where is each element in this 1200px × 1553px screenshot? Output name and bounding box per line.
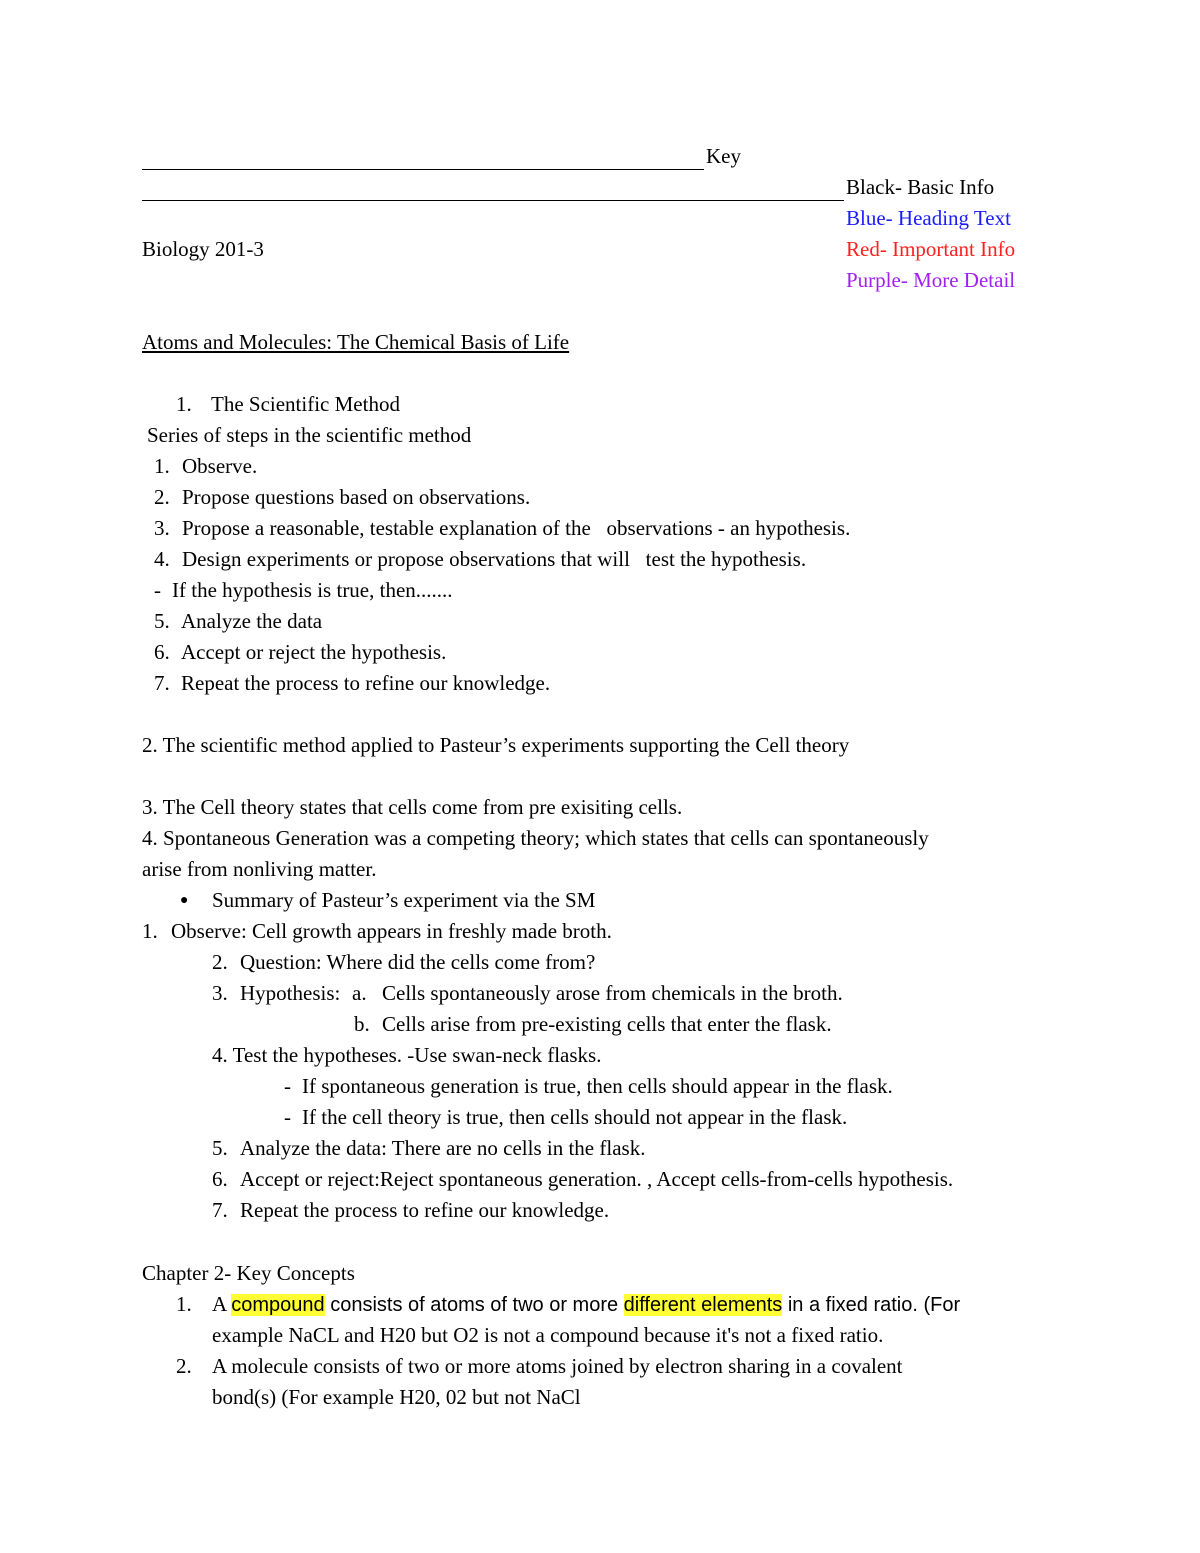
hypothesis-text: Cells arise from pre-existing cells that enter the flask.: [382, 1012, 832, 1036]
pasteur-step-text: 4. Test the hypotheses. -Use swan-neck flasks.: [212, 1043, 602, 1067]
concept-text: consists of atoms of two or more: [324, 1294, 624, 1316]
legend-detail: Purple- More Detail: [846, 268, 1016, 292]
pasteur-step-text: Repeat the process to refine our knowledge.: [240, 1198, 610, 1222]
hypothesis-text: Cells spontaneously arose from chemicals in the broth.: [382, 981, 843, 1005]
pasteur-step-text: Observe: Cell growth appears in freshly made broth.: [171, 919, 612, 943]
concept-1-line1: [212, 1289, 960, 1320]
pasteur-step-number: 5.: [212, 1136, 228, 1160]
step-text: Propose questions based on observations.: [182, 485, 531, 509]
pasteur-step-number: 3.: [212, 981, 228, 1005]
pasteur-step-number: 2.: [212, 950, 228, 974]
step-number: 2.: [154, 485, 170, 509]
date-underline: [142, 200, 844, 201]
paragraph-2: 2. The scientific method applied to Pasteur’s experiments supporting the Cell theory: [142, 733, 850, 757]
name-underline: [142, 169, 704, 170]
paragraph-4-line2: arise from nonliving matter.: [142, 857, 377, 881]
paragraph-4-line1: 4. Spontaneous Generation was a competing theory; which states that cells can spontaneously: [142, 826, 929, 850]
step-number: 7.: [154, 671, 170, 695]
legend-basic: Black- Basic Info: [846, 175, 995, 199]
pasteur-step-number: 1.: [142, 919, 158, 943]
highlight-different-elements: different elements: [623, 1294, 783, 1316]
hypothesis-letter: b.: [354, 1012, 370, 1036]
step-number: 6.: [154, 640, 170, 664]
step-text: Accept or reject the hypothesis.: [181, 640, 447, 664]
concept-1-line2: example NaCL and H20 but O2 is not a compound because it's not a fixed ratio.: [212, 1323, 884, 1347]
test-dash: -: [284, 1074, 291, 1098]
pasteur-step-text: Hypothesis:: [240, 981, 341, 1005]
chapter-heading: Chapter 2- Key Concepts: [142, 1261, 355, 1285]
pasteur-step-text: Accept or reject:Reject spontaneous generation. , Accept cells-from-cells hypothesis.: [240, 1167, 954, 1191]
page-title: Atoms and Molecules: The Chemical Basis of Life: [142, 330, 570, 354]
step-text: Observe.: [182, 454, 258, 478]
section1-number: 1.: [176, 392, 192, 416]
concept-text: in a fixed ratio. (For: [782, 1294, 961, 1316]
pasteur-step-text: Analyze the data: There are no cells in the flask.: [240, 1136, 646, 1160]
step-text: Repeat the process to refine our knowledge.: [181, 671, 551, 695]
hypothesis-letter: a.: [352, 981, 367, 1005]
step-text: Analyze the data: [181, 609, 323, 633]
key-label: Key: [706, 144, 741, 168]
highlight-compound: compound: [231, 1294, 325, 1316]
bullet-text: Summary of Pasteur’s experiment via the SM: [212, 888, 596, 912]
section1-intro: Series of steps in the scientific method: [147, 423, 472, 447]
legend-important: Red- Important Info: [846, 237, 1016, 261]
step-dash: -: [154, 578, 161, 602]
step-number: 4.: [154, 547, 170, 571]
pasteur-step-number: 6.: [212, 1167, 228, 1191]
paragraph-3: 3. The Cell theory states that cells come from pre exisiting cells.: [142, 795, 683, 819]
step-text: If the hypothesis is true, then.......: [172, 578, 453, 602]
legend-heading: Blue- Heading Text: [846, 206, 1011, 230]
test-dash: -: [284, 1105, 291, 1129]
course-name: Biology 201-3: [142, 237, 264, 261]
step-number: 3.: [154, 516, 170, 540]
test-text: If the cell theory is true, then cells should not appear in the flask.: [302, 1105, 848, 1129]
bullet-icon: ●: [180, 893, 189, 908]
concept-text: A: [212, 1292, 232, 1316]
step-number: 1.: [154, 454, 170, 478]
pasteur-step-text: Question: Where did the cells come from?: [240, 950, 596, 974]
concept-number: 1.: [176, 1292, 192, 1316]
section1-heading: The Scientific Method: [211, 392, 400, 416]
concept-2-line1: A molecule consists of two or more atoms joined by electron sharing in a covalent: [212, 1354, 903, 1378]
pasteur-step-number: 7.: [212, 1198, 228, 1222]
step-text: Design experiments or propose observations that will test the hypothesis.: [182, 547, 807, 571]
concept-2-line2: bond(s) (For example H20, 02 but not NaCl: [212, 1385, 581, 1409]
step-text: Propose a reasonable, testable explanation of the observations - an hypothesis.: [182, 516, 851, 540]
concept-number: 2.: [176, 1354, 192, 1378]
step-number: 5.: [154, 609, 170, 633]
test-text: If spontaneous generation is true, then cells should appear in the flask.: [302, 1074, 893, 1098]
